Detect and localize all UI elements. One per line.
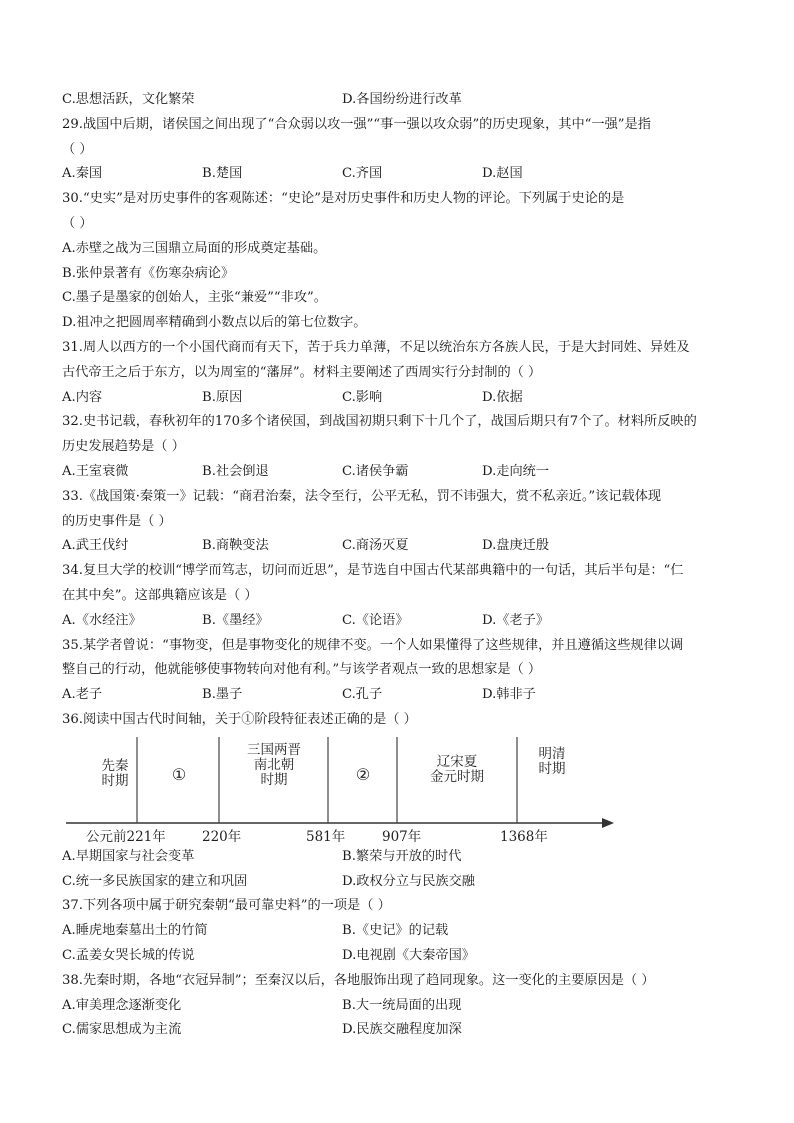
q36-stem-line1: 36.阅读中国古代时间轴，关于①阶段特征表述正确的是（ ）	[62, 711, 417, 727]
q38-stem-line1: 38.先秦时期，各地“衣冠异制”；至秦汉以后，各地服饰出现了趋同现象。这一变化的主要原因是（ ）	[62, 972, 655, 988]
q28-options	[62, 88, 742, 113]
q33-stem-line1: 33.《战国策·秦策一》记载：“商君治秦，法令至行，公平无私，罚不讳强大，赏不私亲近。”该记载体现	[62, 488, 662, 504]
timeline-period-three-kingdoms-line3: 时期	[260, 771, 288, 788]
q31-option-b: B.原因	[202, 389, 243, 405]
q36-options-row1	[62, 845, 742, 870]
timeline-year-5: 1368年	[500, 828, 548, 845]
timeline-period-pre-qin-line1: 先秦	[101, 757, 129, 774]
q32-options	[62, 460, 742, 485]
timeline-year-4: 907年	[382, 828, 422, 845]
q32-option-a: A.王室衰微	[62, 463, 129, 479]
q30-option-b: B.张仲景著有《伤寒杂病论》	[62, 265, 235, 281]
q29-option-c: C.齐国	[342, 166, 383, 182]
q30-option-d: D.祖冲之把圆周率精确到小数点以后的第七位数字。	[62, 315, 367, 331]
q31-option-d: D.依据	[482, 389, 523, 405]
q36-option-c: C.统一多民族国家的建立和巩固	[62, 873, 248, 889]
q37-options-row1	[62, 919, 742, 944]
q28-option-c: C.思想活跃，文化繁荣	[62, 92, 195, 107]
q29-option-b: B.楚国	[202, 166, 243, 182]
q31-stem-line1: 31.周人以西方的一个小国代商而有天下，苦于兵力单薄，不足以统治东方各族人民，于是大封同姓、异姓及	[62, 339, 690, 355]
timeline-period-1: ①	[171, 764, 187, 784]
q37-stem-line1: 37.下列各项中属于研究秦朝“最可靠史料”的一项是（ ）	[62, 898, 391, 914]
timeline-year-3: 581年	[306, 828, 346, 845]
q34-stem-line1: 34.复旦大学的校训“博学而笃志，切问而近思”，是节选自中国古代某部典籍中的一句话，其后半句是：“仁	[62, 563, 684, 579]
q33-options	[62, 534, 742, 559]
q38-option-d: D.民族交融程度加深	[342, 1022, 462, 1038]
q33-option-b: B.商鞅变法	[202, 538, 269, 554]
q32-option-d: D.走向统一	[482, 463, 550, 479]
timeline-period-liao-song-line2: 金元时期	[430, 768, 484, 785]
timeline-period-three-kingdoms-line2: 南北朝	[253, 756, 295, 773]
q37-option-c: C.孟姜女哭长城的传说	[62, 947, 195, 963]
q30-stem-line2: （ ）	[62, 215, 93, 231]
q30-option-c: C.墨子是墨家的创始人，主张“兼爱”“非攻”。	[62, 290, 327, 306]
q29-option-d: D.赵国	[482, 166, 523, 182]
q31-option-c: C.影响	[342, 389, 383, 405]
q35-option-c: C.孔子	[342, 687, 383, 703]
q29-option-a: A.秦国	[62, 166, 103, 182]
q36-option-b: B.繁荣与开放的时代	[342, 848, 462, 864]
q37-options-row2	[62, 944, 742, 969]
q38-options-row1	[62, 994, 742, 1019]
q32-option-c: C.诸侯争霸	[342, 463, 409, 479]
timeline-figure	[62, 737, 742, 845]
q35-stem-line2: 整自己的行动，他就能够使事物转向对他有利。”与该学者观点一致的思想家是（ ）	[62, 662, 542, 678]
q29-stem-line2: （ ）	[62, 141, 93, 157]
q34-option-a: A.《水经注》	[62, 612, 142, 628]
q34-option-c: C.《论语》	[342, 612, 409, 628]
q31-option-a: A.内容	[62, 389, 103, 405]
timeline-period-pre-qin	[80, 759, 150, 789]
q32-stem-line1: 32.史书记载，春秋初年的170多个诸侯国，到战国初期只剩下十几个了，战国后期只有7个了。材料所反映的	[62, 414, 697, 430]
q32-stem-line2: 历史发展趋势是（ ）	[62, 439, 185, 455]
q35-stem-line1: 35.某学者曾说：“事物变，但是事物变化的规律不变。一个人如果懂得了这些规律，并且遵循这些规律以调	[62, 637, 684, 653]
q35-options	[62, 683, 742, 708]
q37-option-b: B.《史记》的记载	[342, 923, 449, 939]
q32-option-b: B.社会倒退	[202, 463, 269, 479]
q36-option-a: A.早期国家与社会变革	[62, 848, 195, 864]
q35-option-b: B.墨子	[202, 687, 243, 703]
q28-option-d: D.各国纷纷进行改革	[342, 92, 462, 107]
exam-page	[62, 88, 742, 1043]
q33-option-c: C.商汤灭夏	[342, 538, 409, 554]
q38-option-a: A.审美理念逐渐变化	[62, 997, 182, 1013]
q30-option-a: A.赤壁之战为三国鼎立局面的形成奠定基础。	[62, 240, 327, 256]
q37-option-d: D.电视剧《大秦帝国》	[342, 947, 475, 963]
q30-stem-line1: 30.“史实”是对历史事件的客观陈述：“史论”是对历史事件和历史人物的评论。下列属于史论的是	[62, 191, 625, 207]
q34-option-d: D.《老子》	[482, 612, 550, 628]
q33-option-a: A.武王伐纣	[62, 538, 129, 554]
timeline-period-three-kingdoms-line1: 三国两晋	[247, 741, 301, 758]
timeline-period-liao-song	[402, 755, 512, 785]
q36-options-row2	[62, 870, 742, 895]
timeline-period-ming-qing-line2: 时期	[538, 760, 566, 777]
timeline-arrowhead	[602, 818, 614, 828]
q38-option-c: C.儒家思想成为主流	[62, 1022, 182, 1038]
q34-stem-line2: 在其中矣”。这部典籍应该是（ ）	[62, 587, 258, 603]
q38-option-b: B.大一统局面的出现	[342, 997, 462, 1013]
q37-option-a: A.睡虎地秦墓出土的竹简	[62, 923, 208, 939]
q29-stem-line1: 29.战国中后期，诸侯国之间出现了“合众弱以攻一强”“事一强以攻众弱”的历史现象，其中“一强”是指	[62, 116, 651, 132]
timeline-period-2: ②	[355, 764, 371, 784]
q31-options	[62, 386, 742, 411]
timeline-period-ming-qing-line1: 明清	[538, 745, 566, 762]
timeline-period-pre-qin-line2: 时期	[101, 772, 129, 789]
timeline-period-ming-qing	[524, 747, 580, 777]
q33-stem-line2: 的历史事件是（ ）	[62, 513, 172, 529]
q34-option-b: B.《墨经》	[202, 612, 269, 628]
timeline-year-1: 公元前221年	[86, 828, 166, 845]
q33-option-d: D.盘庚迁殷	[482, 538, 550, 554]
q34-options	[62, 609, 742, 634]
q35-option-a: A.老子	[62, 687, 103, 703]
timeline-year-2: 220年	[202, 828, 242, 845]
q31-stem-line2: 古代帝王之后于东方，以为周室的“藩屏”。材料主要阐述了西周实行分封制的（ ）	[62, 364, 542, 380]
q35-option-d: D.韩非子	[482, 687, 536, 703]
timeline-period-three-kingdoms	[232, 743, 316, 788]
q38-options-row2	[62, 1018, 742, 1043]
q36-option-d: D.政权分立与民族交融	[342, 873, 475, 889]
timeline-period-liao-song-line1: 辽宋夏	[436, 753, 478, 770]
q29-options	[62, 162, 742, 187]
